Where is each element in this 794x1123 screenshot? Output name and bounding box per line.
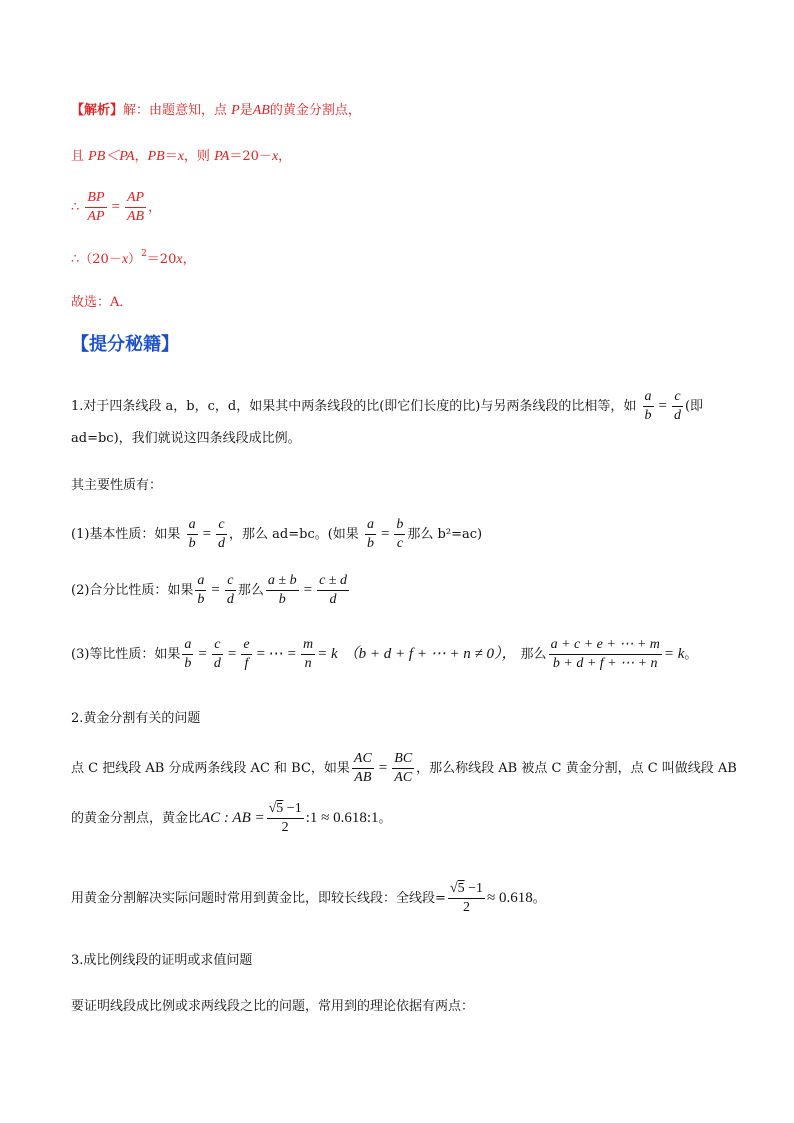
golden-definition: 点 C 把线段 AB 分成两条线段 AC 和 BC，如果 $\frac{AC}{AB}$ = $\frac{BC}{AC}$ ，那么称线段 AB 被点 C 黄金分割，点 C 叫做线段 AB bbox=[71, 751, 737, 785]
analysis-line-5: 故选：A． bbox=[71, 295, 133, 310]
golden-practical: 用黄金分割解决实际问题时常用到黄金比，即较长线段：全线段= $\frac{√5 -1}{2}$ ≈ 0.618。 bbox=[71, 881, 546, 915]
section-title: 【提分秘籍】 bbox=[71, 334, 179, 355]
tips-heading-golden: 2.黄金分割有关的问题 bbox=[71, 711, 201, 726]
property-equal-ratio: (3)等比性质：如果 $\frac{a}{b}$ = $\frac{c}{d}$ = $\frac{e}{f}$ = ⋯ = $\frac{m}{n}$ = k （b + d + f + ⋯ + n ≠ 0）， 那么 $\frac{a + c + e + \cdots + m}{b + d + f + \cdots + n}$ = k。 bbox=[71, 637, 698, 671]
analysis-line-2: 且 PB＜PA，PB＝x，则 PA＝20－x， bbox=[71, 149, 292, 164]
fraction-c-d: $\frac{c}{d}$ bbox=[673, 389, 681, 423]
fraction-ap-ab: $\frac{AP}{AB}$ bbox=[127, 190, 145, 224]
tips-paragraph-last: 要证明线段成比例或求两线段之比的问题，常用到的理论依据有两点： bbox=[71, 999, 475, 1014]
tips-paragraph-1-cont: ad=bc)，我们就说这四条线段成比例。 bbox=[71, 431, 301, 446]
fraction-a-b: $\frac{a}{b}$ bbox=[644, 389, 652, 423]
analysis-tag: 【解析】 bbox=[71, 103, 124, 118]
fraction-bp-ap: $\frac{BP}{AP}$ bbox=[87, 190, 105, 224]
tips-heading-proportional: 3.成比例线段的证明或求值问题 bbox=[71, 953, 253, 968]
golden-ratio-line: 的黄金分割点，黄金比AC : AB = $\frac{√5 -1}{2}$ :1 ≈ 0.618:1。 bbox=[71, 801, 392, 835]
analysis-line-3: ∴ $\frac{BP}{AP}$ = $\frac{AP}{AB}$ ， bbox=[71, 190, 162, 224]
property-componendo: (2)合分比性质：如果 $\frac{a}{b}$ = $\frac{c}{d}$ 那么 $\frac{a \pm b}{b}$ = $\frac{c \pm d}{d}$ bbox=[71, 573, 347, 607]
analysis-line-1: 【解析】解：由题意知，点 P是AB的黄金分割点， bbox=[71, 103, 361, 118]
analysis-line-4: $\therefore(20-x)^2=20x$， bbox=[71, 249, 196, 267]
tips-paragraph-2: 其主要性质有： bbox=[71, 478, 163, 493]
property-basic: (1)基本性质：如果 $\frac{a}{b}$ = $\frac{c}{d}$ ，那么 ad=bc。(如果 $\frac{a}{b}$ = $\frac{b}{c}$ 那么 b²=ac) bbox=[71, 517, 483, 551]
tips-paragraph-1: 1.对于四条线段 a，b，c，d，如果其中两条线段的比(即它们长度的比)与另两条线段的比相等，如 $\frac{a}{b}$ = $\frac{c}{d}$ (即 bbox=[71, 389, 704, 423]
